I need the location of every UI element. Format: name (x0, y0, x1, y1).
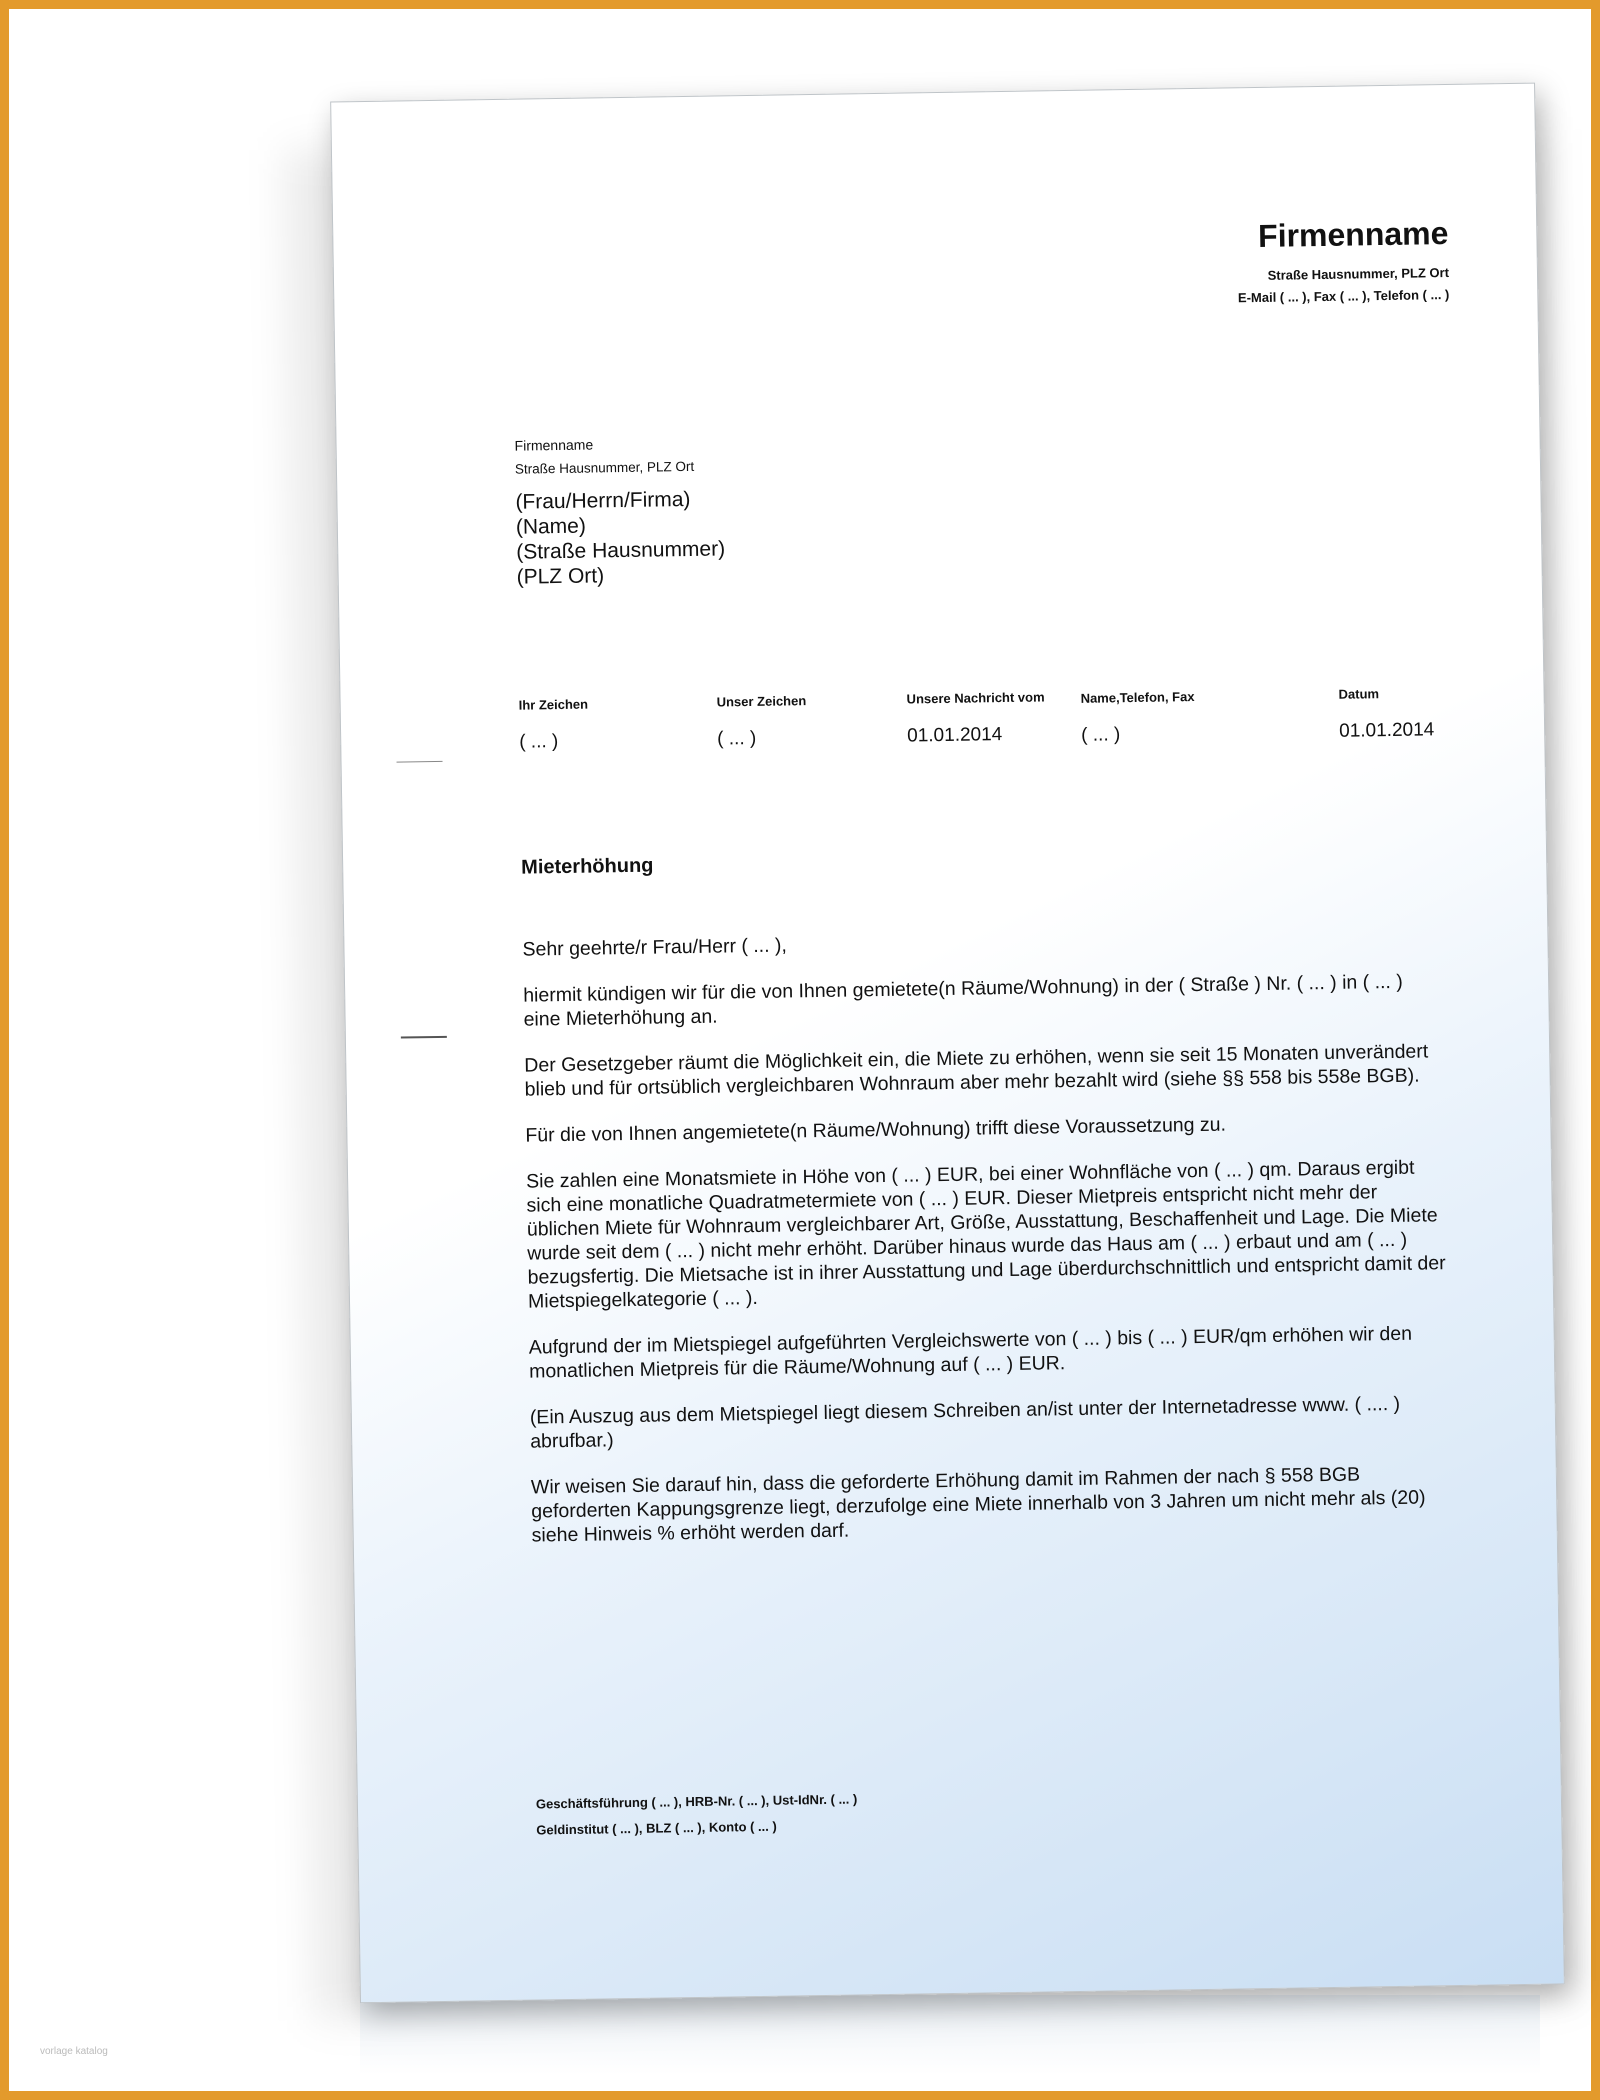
recipient-name: (Name) (515, 514, 587, 539)
reference-label-datum: Datum (1338, 686, 1380, 702)
reference-value-ihr-zeichen: ( ... ) (519, 731, 559, 753)
paragraph-announcement: hiermit kündigen wir für die von Ihnen gemietete(n Räume/Wohnung) in der ( Straße ) Nr. ( ... ) in ( ... ) eine Mieterhöhung an. (523, 970, 1403, 1031)
fold-mark-middle (401, 1036, 447, 1039)
recipient-salutation: (Frau/Herrn/Firma) (515, 487, 691, 514)
letterhead-contact: E-Mail ( ... ), Fax ( ... ), Telefon ( ... ) (1237, 286, 1450, 306)
reference-value-name-telefon-fax: ( ... ) (1081, 724, 1121, 746)
sender-name: Firmenname (514, 436, 594, 454)
letter-body (522, 923, 1452, 1569)
watermark: vorlage katalog (40, 2046, 108, 2057)
letter-page (330, 83, 1565, 2004)
fold-mark-top (397, 761, 443, 763)
footer-bank: Geldinstitut ( ... ), BLZ ( ... ), Konto ( ... ) (536, 1818, 777, 1838)
page-reflection (360, 1995, 1540, 2075)
recipient-street: (Straße Hausnummer) (516, 537, 726, 564)
reference-label-ihr-zeichen: Ihr Zeichen (518, 696, 589, 713)
paragraph-current-rent: Sie zahlen eine Monatsmiete in Höhe von ( ... ) EUR, bei einer Wohnfläche von ( ... ) qm. Daraus ergibt sich eine monatliche Quadratmetermiete von ( ... ) EUR. Dieser Mietpreis entspricht nicht mehr der üblichen Miete für Wohnraum vergleichbarer Art, Größe, Ausstattung, Beschaffenheit und Lage. Die Miete wurde seit dem ( ... ) nicht mehr erhöht. Darüber hinaus wurde das Haus am ( ... ) erbaut und am ( ... ) bezugsfertig. Die Mietsache ist in ihrer Ausstattung und Lage überdurchschnittlich und entspricht damit der Mietspiegelkategorie ( ... ). (525, 1156, 1446, 1313)
letter-footer (536, 1786, 858, 1843)
sender-address: Straße Hausnummer, PLZ Ort (514, 458, 695, 477)
paragraph-legal-basis: Der Gesetzgeber räumt die Möglichkeit ein, die Miete zu erhöhen, wenn sie seit 15 Monaten unverändert blieb und für ortsüblich vergleichbaren Wohnraum aber mehr bezahlt wird (siehe §§ 558 bis 558e BGB). (524, 1040, 1429, 1101)
subject-line: Mieterhöhung (521, 854, 654, 879)
greeting: Sehr geehrte/r Frau/Herr ( ... ), (522, 934, 788, 961)
letterhead-address: Straße Hausnummer, PLZ Ort (1267, 264, 1450, 283)
reference-label-name-telefon-fax: Name,Telefon, Fax (1080, 689, 1195, 706)
paragraph-new-rent: Aufgrund der im Mietspiegel aufgeführten Vergleichswerte von ( ... ) bis ( ... ) EUR/qm erhöhen wir den monatlichen Mietpreis für die Räume/Wohnung auf ( ... ) EUR. (528, 1322, 1413, 1383)
recipient-city: (PLZ Ort) (516, 564, 605, 589)
reference-label-unsere-nachricht: Unsere Nachricht vom (906, 689, 1045, 707)
paragraph-condition: Für die von Ihnen angemietete(n Räume/Wohnung) trifft diese Voraussetzung zu. (525, 1113, 1227, 1147)
reference-value-datum: 01.01.2014 (1339, 719, 1435, 742)
paragraph-kappungsgrenze: Wir weisen Sie darauf hin, dass die geforderte Erhöhung damit im Rahmen der nach § 558 BGB geforderten Kappungsgrenze liegt, derzufolge eine Miete innerhalb von 3 Jahren um nicht mehr als (20) siehe Hinweis % erhöht werden darf. (530, 1463, 1426, 1547)
recipient-block (515, 486, 725, 589)
reference-label-unser-zeichen: Unser Zeichen (716, 693, 807, 710)
footer-registration: Geschäftsführung ( ... ), HRB-Nr. ( ... ), Ust-IdNr. ( ... ) (535, 1791, 858, 1812)
letterhead-company-name: Firmenname (1257, 214, 1449, 254)
reference-value-unser-zeichen: ( ... ) (717, 727, 757, 750)
reference-value-unsere-nachricht: 01.01.2014 (907, 724, 1003, 747)
paragraph-mietspiegel: (Ein Auszug aus dem Mietspiegel liegt diesem Schreiben an/ist unter der Internetadresse www. ( .... ) abrufbar.) (529, 1392, 1401, 1453)
